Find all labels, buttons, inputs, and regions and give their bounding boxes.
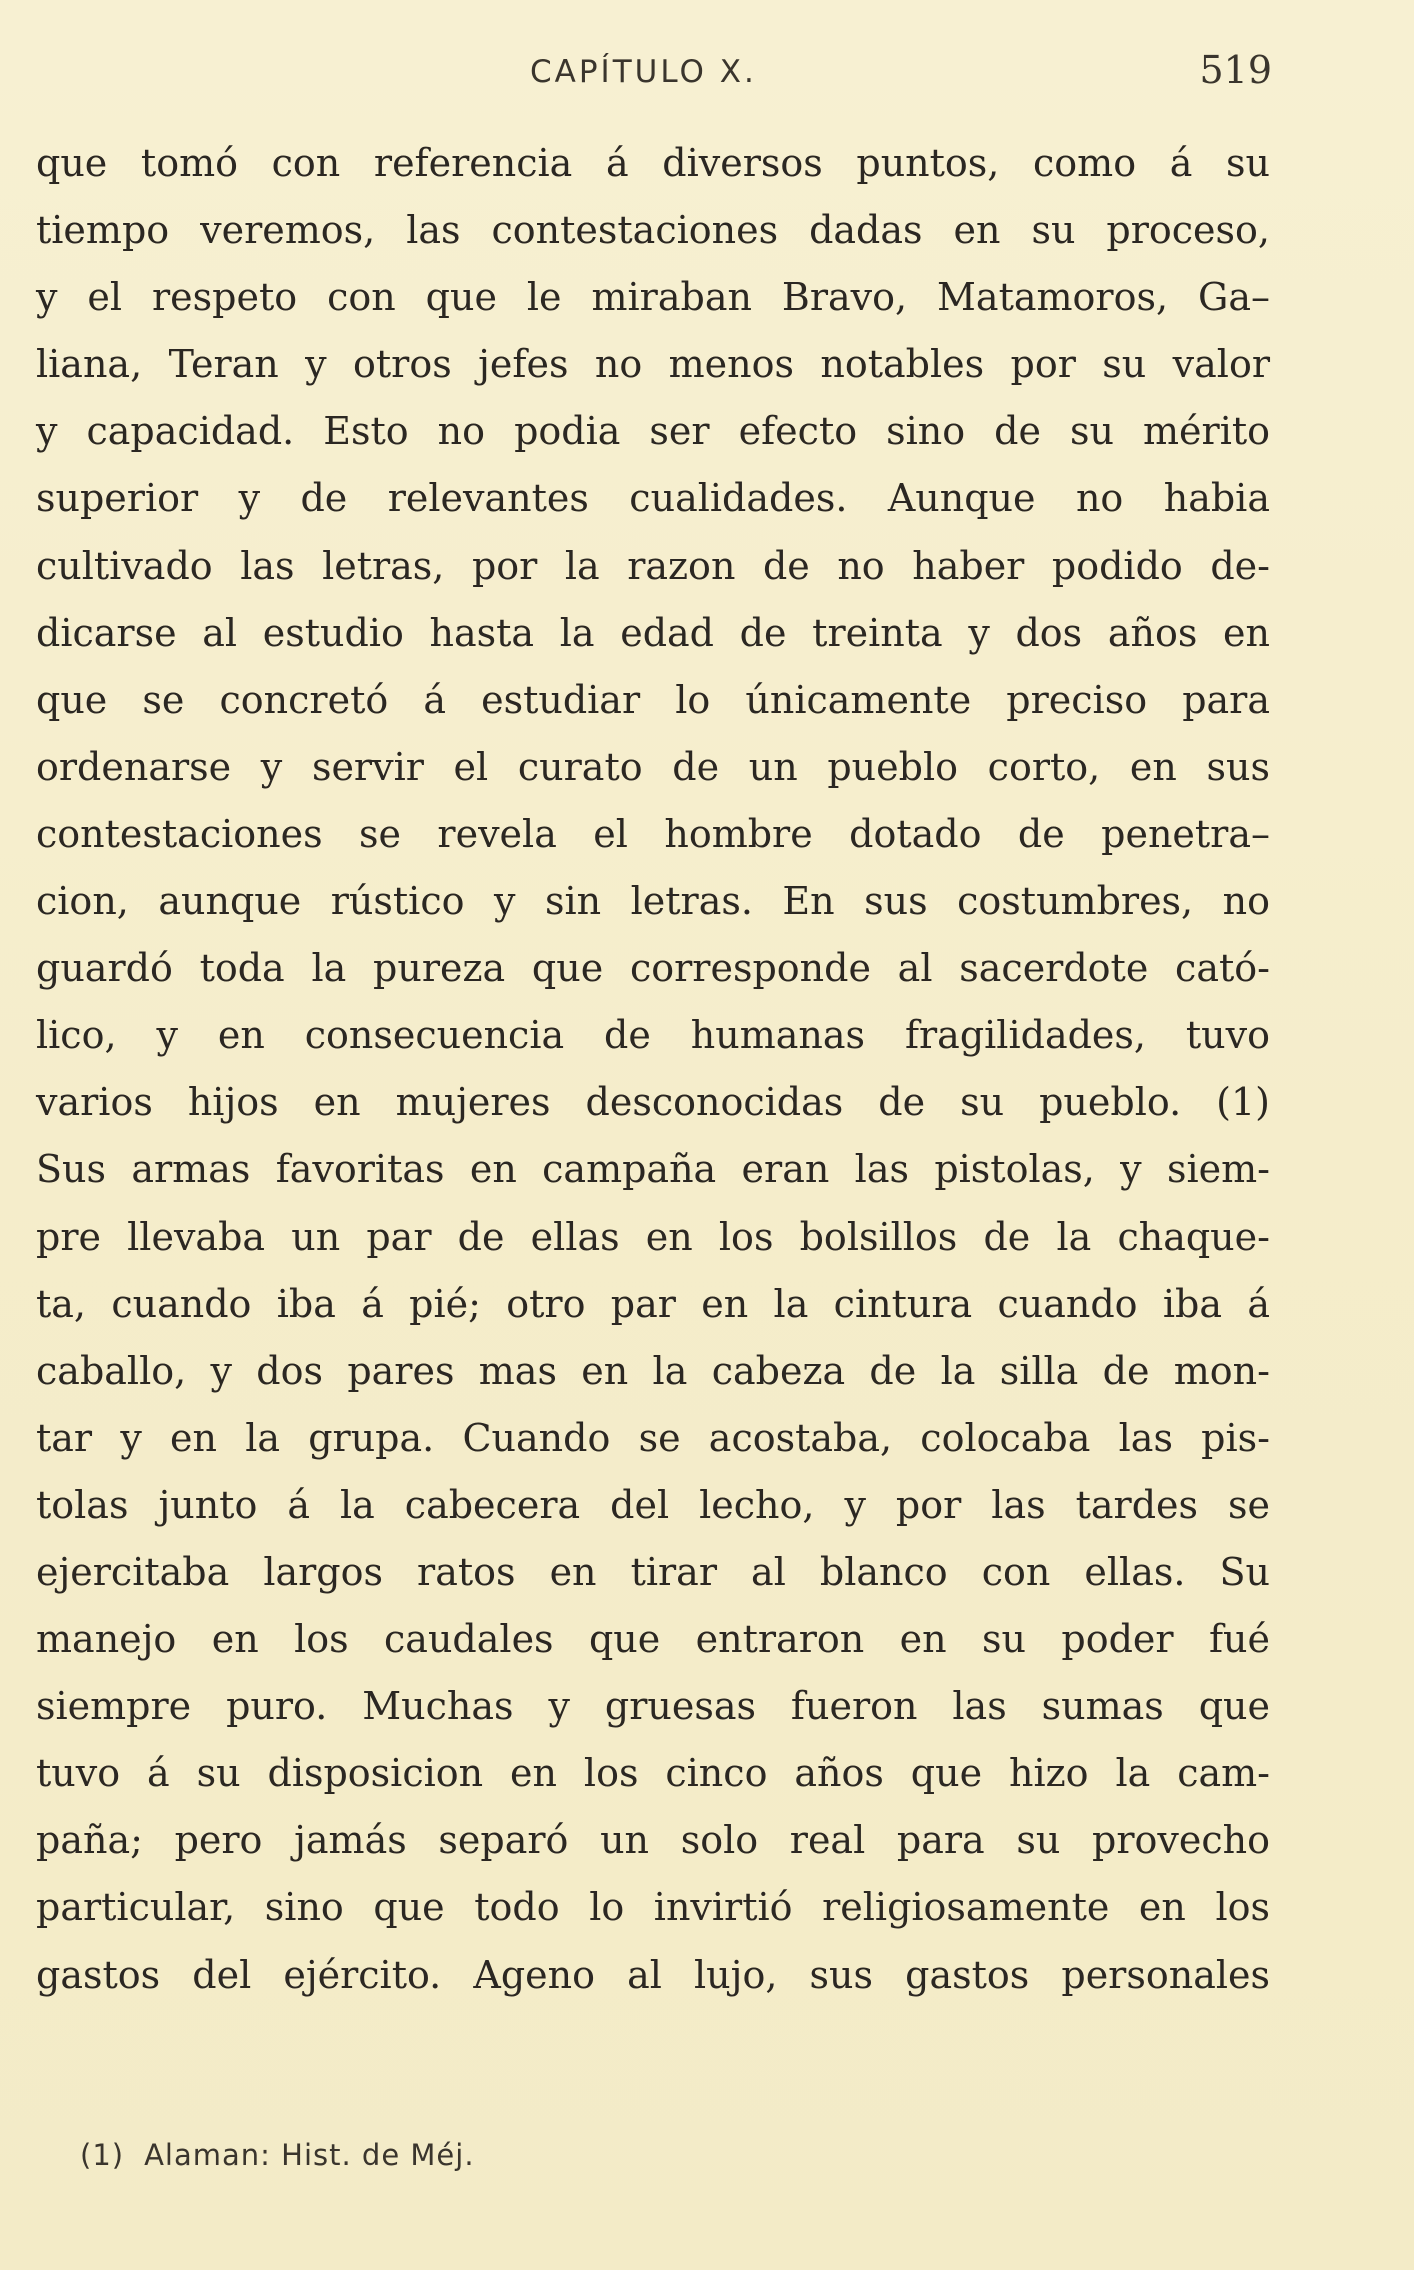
text-line: tolas junto á la cabecera del lecho, y por las tardes se: [36, 1482, 1270, 1527]
text-line: ta, cuando iba á pié; otro par en la cintura cuando iba á: [36, 1281, 1270, 1326]
text-line: superior y de relevantes cualidades. Aunque no habia: [36, 476, 1270, 521]
text-line: que tomó con referencia á diversos puntos, como á su: [36, 141, 1270, 185]
text-line: guardó toda la pureza que corresponde al sacerdote cató-: [36, 946, 1270, 991]
text-line: Sus armas favoritas en campaña eran las pistolas, y siem-: [36, 1147, 1270, 1192]
text-line: tuvo á su disposicion en los cinco años que hizo la cam-: [36, 1751, 1270, 1796]
page-number: 519: [1199, 48, 1272, 92]
running-head: [0, 48, 1414, 108]
text-line: tiempo veremos, las contestaciones dadas en su proceso,: [36, 208, 1270, 253]
text-line: siempre puro. Muchas y gruesas fueron las sumas que: [36, 1684, 1270, 1729]
text-line: varios hijos en mujeres desconocidas de su pueblo. (1): [36, 1080, 1270, 1125]
text-line: manejo en los caudales que entraron en su poder fué: [36, 1617, 1270, 1662]
footnote-marker: (1): [80, 2138, 125, 2172]
text-line: caballo, y dos pares mas en la cabeza de la silla de mon-: [36, 1348, 1270, 1393]
text-line: cion, aunque rústico y sin letras. En sus costumbres, no: [36, 879, 1270, 924]
text-line: tar y en la grupa. Cuando se acostaba, colocaba las pis-: [36, 1415, 1270, 1460]
text-line: particular, sino que todo lo invirtió religiosamente en los: [36, 1885, 1270, 1930]
text-line: cultivado las letras, por la razon de no haber podido de-: [36, 543, 1270, 588]
text-line: contestaciones se revela el hombre dotado de penetra–: [36, 811, 1270, 856]
text-line: y capacidad. Esto no podia ser efecto sino de su mérito: [36, 409, 1270, 454]
text-line: liana, Teran y otros jefes no menos notables por su valor: [36, 342, 1270, 387]
text-line: que se concretó á estudiar lo únicamente preciso para: [36, 677, 1270, 722]
text-line: pre llevaba un par de ellas en los bolsillos de la chaque-: [36, 1214, 1270, 1259]
text-line: ejercitaba largos ratos en tirar al blanco con ellas. Su: [36, 1549, 1270, 1594]
text-line: lico, y en consecuencia de humanas fragilidades, tuvo: [36, 1013, 1270, 1058]
chapter-title: CAPÍTULO X.: [530, 54, 757, 90]
text-line: paña; pero jamás separó un solo real para su provecho: [36, 1818, 1270, 1863]
footnote-text: Alaman: Hist. de Méj.: [144, 2138, 475, 2172]
footnote: [80, 2138, 475, 2172]
text-line: gastos del ejército. Ageno al lujo, sus gastos personales: [36, 1952, 1270, 1997]
text-line: dicarse al estudio hasta la edad de treinta y dos años en: [36, 610, 1270, 655]
text-line: ordenarse y servir el curato de un pueblo corto, en sus: [36, 744, 1270, 789]
body-text: [36, 130, 1270, 2009]
text-line: y el respeto con que le miraban Bravo, Matamoros, Ga–: [36, 275, 1270, 320]
